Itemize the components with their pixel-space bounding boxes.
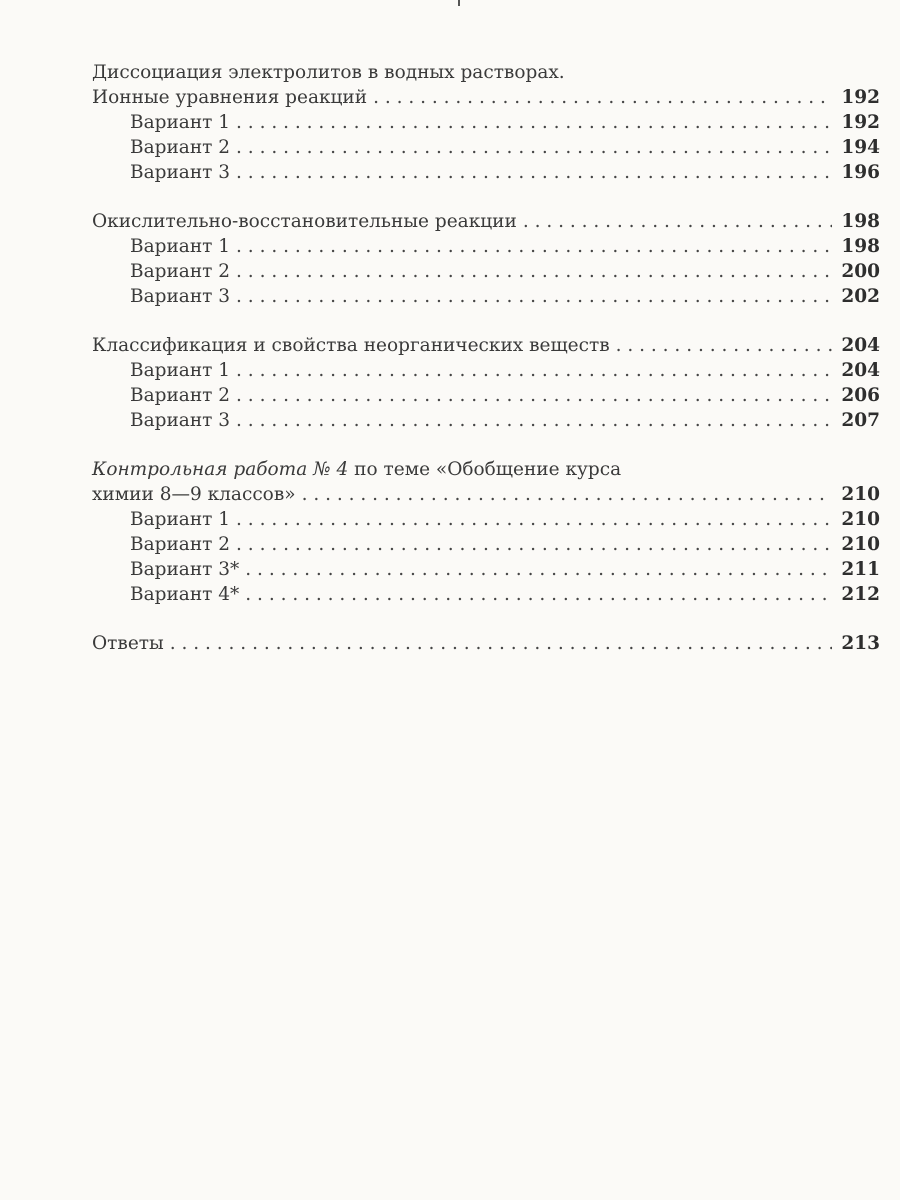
- toc-page-number: 212: [841, 584, 880, 605]
- toc-entry[interactable]: [92, 631, 880, 656]
- toc-entry-label: Окислительно-восстановительные реакции: [92, 211, 517, 232]
- toc-entry[interactable]: [92, 482, 880, 507]
- toc-page-number: 192: [841, 112, 880, 133]
- dot-leader: [236, 259, 832, 284]
- toc-entry[interactable]: [92, 209, 880, 234]
- dot-leader: [170, 631, 832, 656]
- dot-leader: [523, 209, 832, 234]
- toc-entry-label: Ответы: [92, 633, 164, 654]
- toc-page-number: 200: [841, 261, 880, 282]
- toc-page-number: 207: [841, 410, 880, 431]
- dot-leader: [236, 532, 832, 557]
- toc-page-number: 204: [841, 360, 880, 381]
- dot-leader: [236, 234, 832, 259]
- toc-entry-label: Вариант 3*: [130, 559, 240, 580]
- dot-leader: [245, 557, 832, 582]
- toc-entry-label: Вариант 2: [130, 261, 231, 282]
- toc-subentry[interactable]: [92, 234, 880, 259]
- toc-page-number: 206: [841, 385, 880, 406]
- toc-subentry[interactable]: [92, 358, 880, 383]
- toc-entry-label: Вариант 3: [130, 162, 231, 183]
- toc-entry[interactable]: [92, 85, 880, 110]
- toc-subentry[interactable]: [92, 582, 880, 607]
- toc-page-number: 202: [841, 286, 880, 307]
- toc-page-number: 210: [841, 534, 880, 555]
- toc-entry-label: Вариант 2: [130, 534, 231, 555]
- toc-entry[interactable]: [92, 333, 880, 358]
- toc-entry-label: Вариант 3: [130, 286, 231, 307]
- dot-leader: [236, 284, 832, 309]
- toc-heading-line: Диссоциация электролитов в водных растворах.: [92, 62, 565, 83]
- toc-subentry[interactable]: [92, 259, 880, 284]
- page-edge-mark: [458, 0, 460, 6]
- toc-entry-label: Ионные уравнения реакций: [92, 87, 368, 108]
- test-title-rest: по теме «Обобщение курса: [348, 459, 622, 480]
- dot-leader: [236, 135, 832, 160]
- dot-leader: [616, 333, 832, 358]
- dot-leader: [236, 110, 832, 135]
- toc-entry-label: Вариант 2: [130, 137, 231, 158]
- toc-page-number: 210: [841, 509, 880, 530]
- toc-page-number: 196: [841, 162, 880, 183]
- dot-leader: [302, 482, 832, 507]
- toc-entry-label: Вариант 2: [130, 385, 231, 406]
- toc-entry-label: Вариант 1: [130, 360, 231, 381]
- table-of-contents: [92, 60, 880, 680]
- toc-page-number: 210: [841, 484, 880, 505]
- toc-subentry[interactable]: [92, 284, 880, 309]
- toc-subentry[interactable]: [92, 135, 880, 160]
- toc-page-number: 192: [841, 87, 880, 108]
- test-title-italic: Контрольная работа № 4: [92, 459, 349, 480]
- dot-leader: [236, 507, 832, 532]
- toc-entry-label: Вариант 1: [130, 509, 231, 530]
- dot-leader: [236, 383, 832, 408]
- toc-subentry[interactable]: [92, 408, 880, 433]
- dot-leader: [236, 358, 832, 383]
- toc-subentry[interactable]: [92, 507, 880, 532]
- toc-page-number: 198: [841, 236, 880, 257]
- toc-section-dissociation: [92, 60, 880, 185]
- toc-subentry[interactable]: [92, 160, 880, 185]
- toc-section-test-4: [92, 457, 880, 607]
- dot-leader: [236, 160, 832, 185]
- toc-page-number: 204: [841, 335, 880, 356]
- toc-entry-label: Вариант 4*: [130, 584, 240, 605]
- toc-subentry[interactable]: [92, 557, 880, 582]
- toc-page-number: 213: [841, 633, 880, 654]
- toc-entry-label: химии 8—9 классов»: [92, 484, 296, 505]
- toc-page-number: 198: [841, 211, 880, 232]
- dot-leader: [236, 408, 832, 433]
- toc-page-number: 194: [841, 137, 880, 158]
- toc-subentry[interactable]: [92, 110, 880, 135]
- toc-section-answers: [92, 631, 880, 656]
- dot-leader: [373, 85, 832, 110]
- toc-subentry[interactable]: [92, 532, 880, 557]
- toc-section-redox: [92, 209, 880, 309]
- dot-leader: [245, 582, 832, 607]
- toc-heading-line: [92, 457, 880, 482]
- toc-entry-label: Вариант 1: [130, 112, 231, 133]
- toc-subentry[interactable]: [92, 383, 880, 408]
- toc-entry-label: Вариант 3: [130, 410, 231, 431]
- toc-section-classification: [92, 333, 880, 433]
- toc-entry-label: Классификация и свойства неорганических веществ: [92, 335, 610, 356]
- toc-page-number: 211: [841, 559, 880, 580]
- toc-entry-label: Вариант 1: [130, 236, 231, 257]
